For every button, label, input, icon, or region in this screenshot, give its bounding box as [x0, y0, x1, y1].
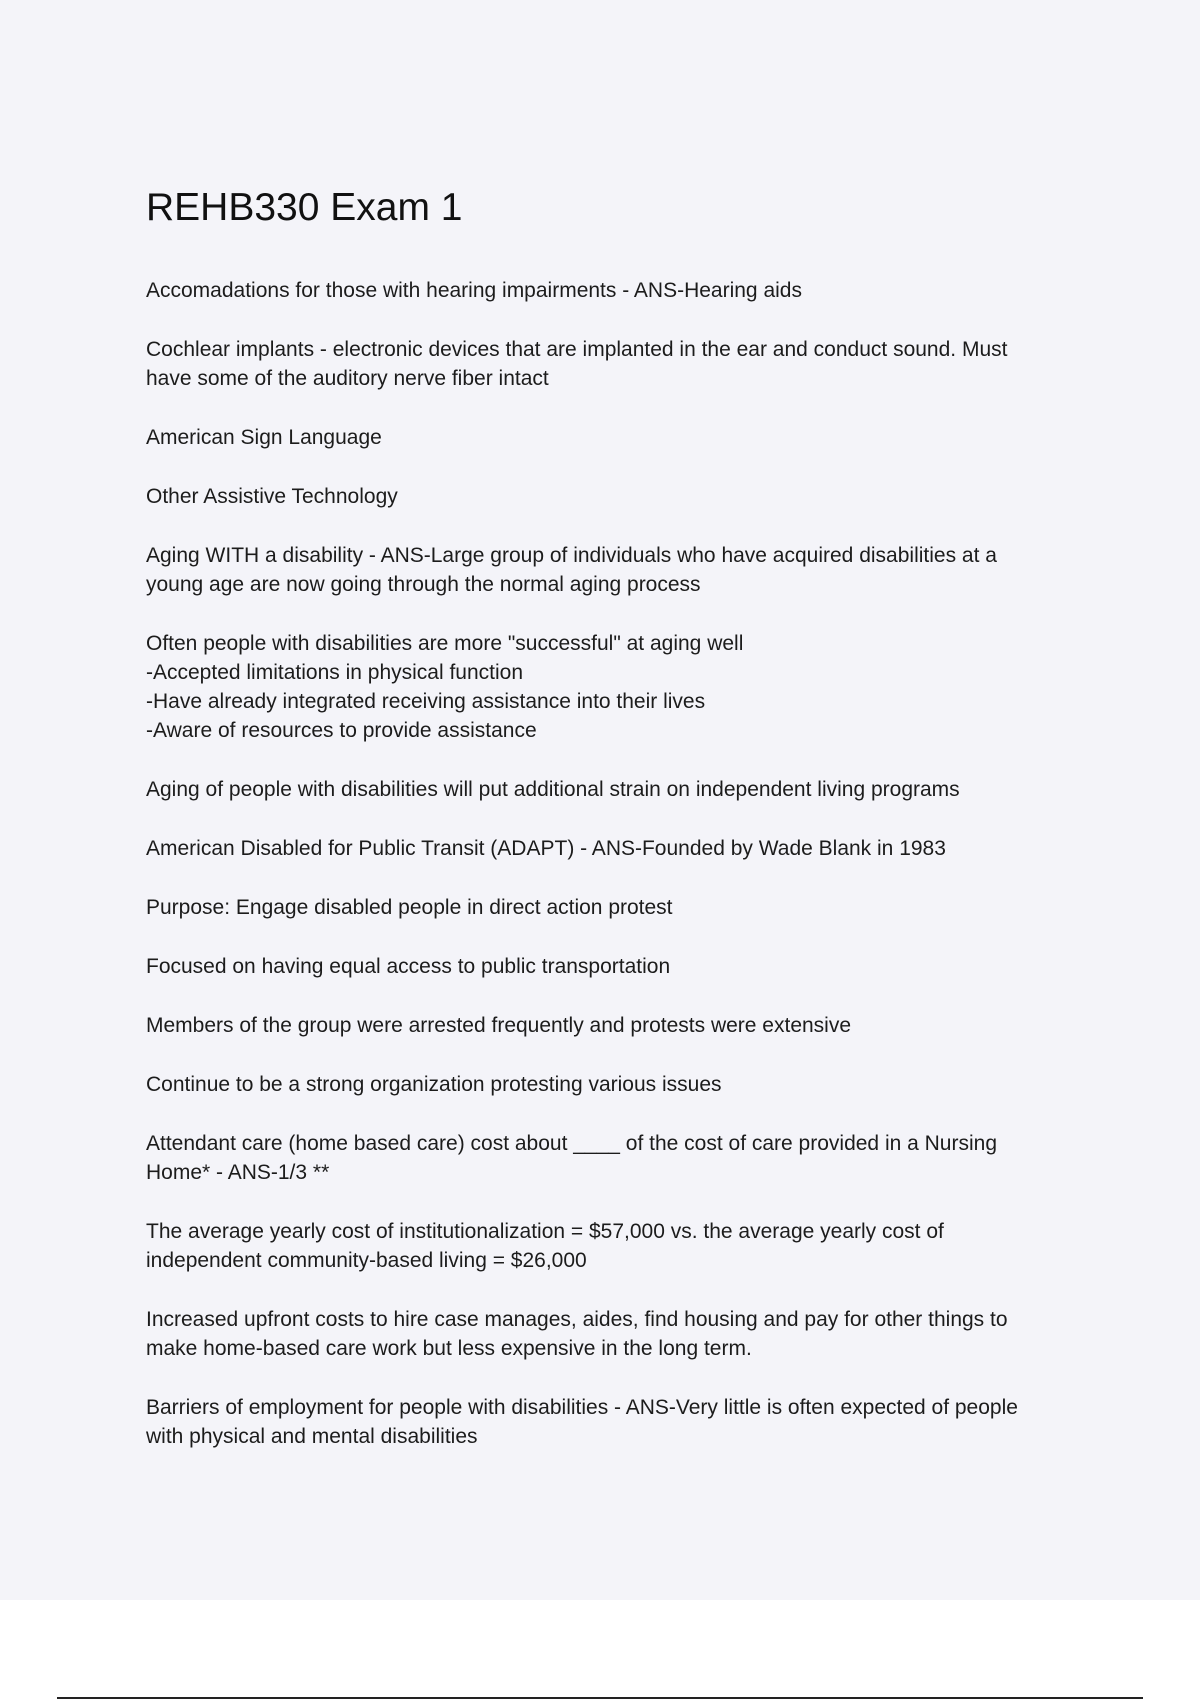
text-line: American Disabled for Public Transit (ADAPT) - ANS-Founded by Wade Blank in 1983	[146, 837, 946, 860]
paragraph-attendant-care	[146, 1129, 1086, 1187]
text-line: Continue to be a strong organization protesting various issues	[146, 1073, 722, 1096]
text-line: Aging WITH a disability - ANS-Large group of individuals who have acquired disabilities at a	[146, 544, 997, 567]
text-line: Home* - ANS-1/3 **	[146, 1161, 330, 1184]
text-line: have some of the auditory nerve fiber intact	[146, 367, 549, 390]
text-line: independent community-based living = $26,000	[146, 1249, 587, 1272]
document-title: REHB330 Exam 1	[146, 186, 463, 229]
text-line: Cochlear implants - electronic devices that are implanted in the ear and conduct sound. Must	[146, 338, 1008, 361]
paragraph-assistive-technology	[146, 482, 1086, 511]
paragraph-aging-with-disability	[146, 541, 1086, 599]
paragraph-adapt-purpose	[146, 893, 1086, 922]
document-content	[146, 182, 1086, 1481]
bullet-line: -Have already integrated receiving assistance into their lives	[146, 690, 706, 713]
text-line: Accomadations for those with hearing impairments - ANS-Hearing aids	[146, 279, 802, 302]
text-line: Attendant care (home based care) cost about ____ of the cost of care provided in a Nursing	[146, 1132, 998, 1155]
paragraph-employment-barriers	[146, 1393, 1086, 1451]
paragraph-upfront-costs	[146, 1305, 1086, 1363]
footer-divider	[57, 1697, 1143, 1699]
paragraph-yearly-cost	[146, 1217, 1086, 1275]
paragraph-independent-living-strain	[146, 775, 1086, 804]
paragraph-adapt	[146, 834, 1086, 863]
paragraph-hearing-accommodations	[146, 276, 1086, 305]
paragraph-strong-organization	[146, 1070, 1086, 1099]
paragraph-aging-well	[146, 629, 1086, 745]
bullet-line: -Accepted limitations in physical function	[146, 661, 524, 684]
paragraph-sign-language	[146, 423, 1086, 452]
text-line: Members of the group were arrested frequently and protests were extensive	[146, 1014, 852, 1037]
text-line: The average yearly cost of institutionalization = $57,000 vs. the average yearly cost of	[146, 1220, 944, 1243]
text-line: Aging of people with disabilities will put additional strain on independent living programs	[146, 778, 960, 801]
text-line: make home-based care work but less expensive in the long term.	[146, 1337, 752, 1360]
text-line: with physical and mental disabilities	[146, 1425, 478, 1448]
text-line: young age are now going through the normal aging process	[146, 573, 701, 596]
paragraph-arrests	[146, 1011, 1086, 1040]
text-line: Other Assistive Technology	[146, 485, 398, 508]
paragraph-public-transportation	[146, 952, 1086, 981]
text-line: Increased upfront costs to hire case manages, aides, find housing and pay for other things to	[146, 1308, 1008, 1331]
text-line: American Sign Language	[146, 426, 382, 449]
text-line: Purpose: Engage disabled people in direct action protest	[146, 896, 673, 919]
paragraph-cochlear-implants	[146, 335, 1086, 393]
text-line: Focused on having equal access to public transportation	[146, 955, 671, 978]
bullet-line: -Aware of resources to provide assistance	[146, 719, 537, 742]
text-line: Often people with disabilities are more "successful" at aging well	[146, 632, 744, 655]
text-line: Barriers of employment for people with disabilities - ANS-Very little is often expected of people	[146, 1396, 1018, 1419]
